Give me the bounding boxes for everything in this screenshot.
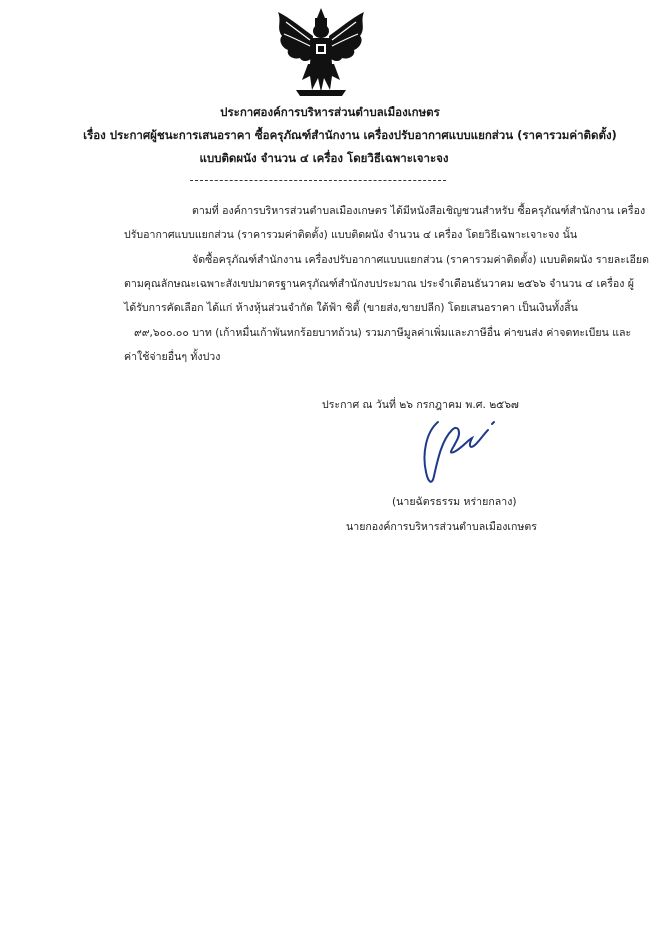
body-line: ได้รับการคัดเลือก ได้แก่ ห้างหุ้นส่วนจำกัด ใต้ฟ้า ซิตี้ (ขายส่ง,ขายปลีก) โดยเสนอราคา เป็นเงินทั้งสิ้น: [124, 302, 578, 314]
announce-date: ประกาศ ณ วันที่ ๒๖ กรกฎาคม พ.ศ. ๒๕๖๗: [322, 399, 519, 411]
body-line: ค่าใช้จ่ายอื่นๆ ทั้งปวง: [124, 351, 221, 363]
body-line: ปรับอากาศแบบแยกส่วน (ราคารวมค่าติดตั้ง) แบบติดผนัง จำนวน ๔ เครื่อง โดยวิธีเฉพาะเจาะจง นั้น: [124, 229, 578, 241]
body-line: ตามคุณลักษณะเฉพาะสังเขปมาตรฐานครุภัณฑ์สำนักงบประมาณ ประจำเดือนธันวาคม ๒๕๖๖ จำนวน ๔ เครื่อง ผู้: [124, 278, 635, 290]
signer-name: (นายฉัตรธรรม หร่ายกลาง): [392, 496, 517, 508]
body-line: ๙๙,๖๐๐.๐๐ บาท (เก้าหมื่นเก้าพันหกร้อยบาทถ้วน) รวมภาษีมูลค่าเพิ่มและภาษีอื่น ค่าขนส่ง ค่าจดทะเบียน และ: [134, 327, 632, 339]
subject-line-1: เรื่อง ประกาศผู้ชนะการเสนอราคา ซื้อครุภัณฑ์สำนักงาน เครื่องปรับอากาศแบบแยกส่วน (ราคารวมค่าติดตั้ง): [83, 128, 617, 142]
signer-title: นายกองค์การบริหารส่วนตำบลเมืองเกษตร: [346, 521, 537, 533]
signature-icon: [408, 410, 504, 490]
body-line: จัดซื้อครุภัณฑ์สำนักงาน เครื่องปรับอากาศแบบแยกส่วน (ราคารวมค่าติดตั้ง) แบบติดผนัง รายละเอียด: [192, 254, 649, 266]
header-title: ประกาศองค์การบริหารส่วนตำบลเมืองเกษตร: [220, 105, 440, 119]
body-line: ตามที่ องค์การบริหารส่วนตำบลเมืองเกษตร ได้มีหนังสือเชิญชวนสำหรับ ซื้อครุภัณฑ์สำนักงาน เครื่อง: [192, 205, 646, 217]
divider-rule: [190, 180, 446, 181]
subject-line-2: แบบติดผนัง จำนวน ๔ เครื่อง โดยวิธีเฉพาะเจาะจง: [199, 151, 449, 165]
garuda-emblem-icon: [272, 6, 370, 98]
